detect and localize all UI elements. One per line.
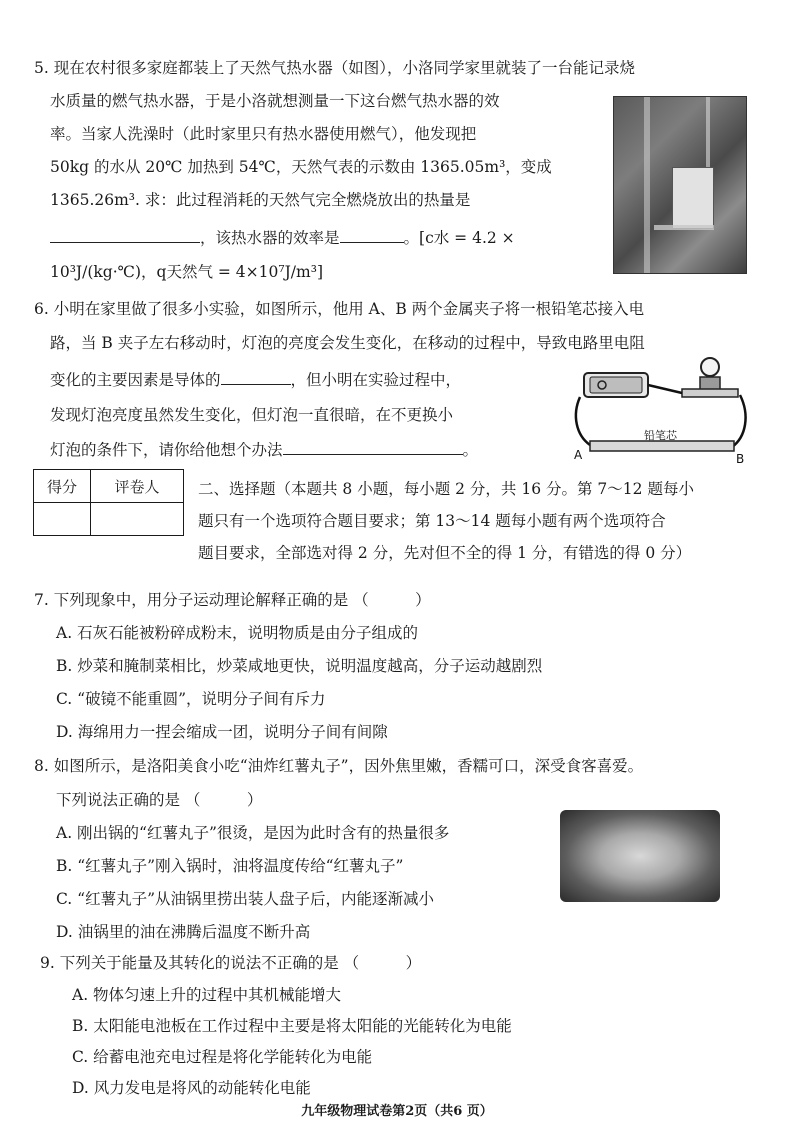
wire-a [576, 397, 590, 445]
q9-option-c[interactable]: C. 给蓄电池充电过程是将化学能转化为电能 [72, 1048, 373, 1066]
pencil-lead [590, 441, 734, 451]
q7-option-b[interactable]: B. 炒菜和腌制菜相比，炒菜咸地更快，说明温度越高，分子运动越剧烈 [56, 657, 543, 675]
q6-answer-blank-method[interactable] [283, 440, 463, 455]
q6-line-3 [50, 370, 461, 390]
page-footer: 九年级物理试卷第2页（共6 页） [301, 1104, 493, 1119]
grader-cell[interactable] [91, 503, 184, 536]
q5-line-3: 率。当家人洗澡时（此时家里只有热水器使用燃气），他发现把 [50, 125, 477, 143]
q5-line-1: 5. 现在农村很多家庭都装上了天然气热水器（如图），小洛同学家里就装了一台能记录烧 [34, 59, 635, 77]
score-header: 得分 [34, 470, 91, 503]
q8-option-c[interactable]: C. “红薯丸子”从油锅里捞出装人盘子后，内能逐渐减小 [56, 890, 435, 908]
q5-line-2: 水质量的燃气热水器，于是小洛就想测量一下这台燃气热水器的效 [50, 92, 500, 110]
q6-line-1: 6. 小明在家里做了很多小实验，如图所示，他用 A、B 两个金属夹子将一根铅笔芯接入电 [34, 300, 645, 318]
q6-line-2: 路，当 B 夹子左右移动时，灯泡的亮度会发生变化，在移动的过程中，导致电路里电阻 [50, 334, 645, 352]
section2-line-3: 题目要求，全部选对得 2 分，先对但不全的得 1 分，有错选的得 0 分） [198, 544, 692, 562]
fried-sweet-potato-balls-photo [560, 810, 720, 902]
q8-stem-2: 下列说法正确的是 （ ） [56, 791, 263, 809]
q9-option-a[interactable]: A. 物体匀速上升的过程中其机械能增大 [72, 986, 342, 1004]
q7-option-c[interactable]: C. “破镜不能重圆”，说明分子间有斥力 [56, 690, 326, 708]
light-bulb-icon [701, 358, 719, 376]
q5-line-7: 10³J/(kg·℃)，q天然气 = 4×10⁷J/m³] [50, 263, 323, 281]
score-table [33, 469, 184, 536]
clip-b-label: B [736, 452, 745, 465]
q6-line-3-end: ，但小明在实验过程中， [290, 371, 462, 389]
q9-option-b[interactable]: B. 太阳能电池板在工作过程中主要是将太阳能的光能转化为电能 [72, 1017, 512, 1035]
q8-option-a[interactable]: A. 刚出锅的“红薯丸子”很烫，是因为此时含有的热量很多 [56, 824, 450, 842]
q5-answer-blank-efficiency[interactable] [340, 228, 404, 243]
q6-line-5-end: 。 [462, 441, 479, 459]
q6-line-5 [50, 440, 478, 460]
q6-answer-blank-factor[interactable] [221, 370, 291, 385]
clip-a-label: A [574, 448, 583, 462]
q5-line-6-mid: ，该热水器的效率是 [200, 229, 340, 247]
q5-answer-blank-heat[interactable] [50, 228, 200, 243]
q7-option-a[interactable]: A. 石灰石能被粉碎成粉末，说明物质是由分子组成的 [56, 624, 419, 642]
q6-line-5-start: 灯泡的条件下，请你给他想个办法 [50, 441, 283, 459]
q5-line-5: 1365.26m³. 求：此过程消耗的天然气完全燃烧放出的热量是 [50, 191, 471, 209]
q6-line-4: 发现灯泡亮度虽然发生变化，但灯泡一直很暗，在不更换小 [50, 406, 454, 424]
q5-line-6 [50, 228, 515, 248]
water-heater-photo [613, 96, 747, 274]
score-cell[interactable] [34, 503, 91, 536]
section2-line-1: 二、选择题（本题共 8 小题，每小题 2 分，共 16 分。第 7～12 题每小 [198, 480, 694, 498]
q9-option-d[interactable]: D. 风力发电是将风的动能转化电能 [72, 1079, 311, 1097]
q7-option-d[interactable]: D. 海绵用力一捏会缩成一团，说明分子间有间隙 [56, 723, 388, 741]
q9-stem: 9. 下列关于能量及其转化的说法不正确的是 （ ） [40, 954, 422, 972]
q6-line-3-start: 变化的主要因素是导体的 [50, 371, 221, 389]
q8-option-d[interactable]: D. 油锅里的油在沸腾后温度不断升高 [56, 923, 311, 941]
q5-line-4: 50kg 的水从 20℃ 加热到 54℃，天然气表的示数由 1365.05m³，变成 [50, 158, 552, 176]
q8-stem: 8. 如图所示，是洛阳美食小吃“油炸红薯丸子”，因外焦里嫩，香糯可口，深受食客喜爱。 [34, 757, 644, 775]
wire-b [732, 395, 746, 447]
q8-option-b[interactable]: B. “红薯丸子”刚入锅时，油将温度传给“红薯丸子” [56, 857, 404, 875]
pencil-lead-label: 铅笔芯 [644, 429, 677, 442]
q7-stem: 7. 下列现象中，用分子运动理论解释正确的是 （ ） [34, 591, 431, 609]
grader-header: 评卷人 [91, 470, 184, 503]
section2-line-2: 题只有一个选项符合题目要求；第 13～14 题每小题有两个选项符合 [198, 512, 666, 530]
pencil-lead-circuit-figure [570, 355, 750, 465]
q5-line-6-end: 。[c水 = 4.2 × [403, 229, 515, 247]
